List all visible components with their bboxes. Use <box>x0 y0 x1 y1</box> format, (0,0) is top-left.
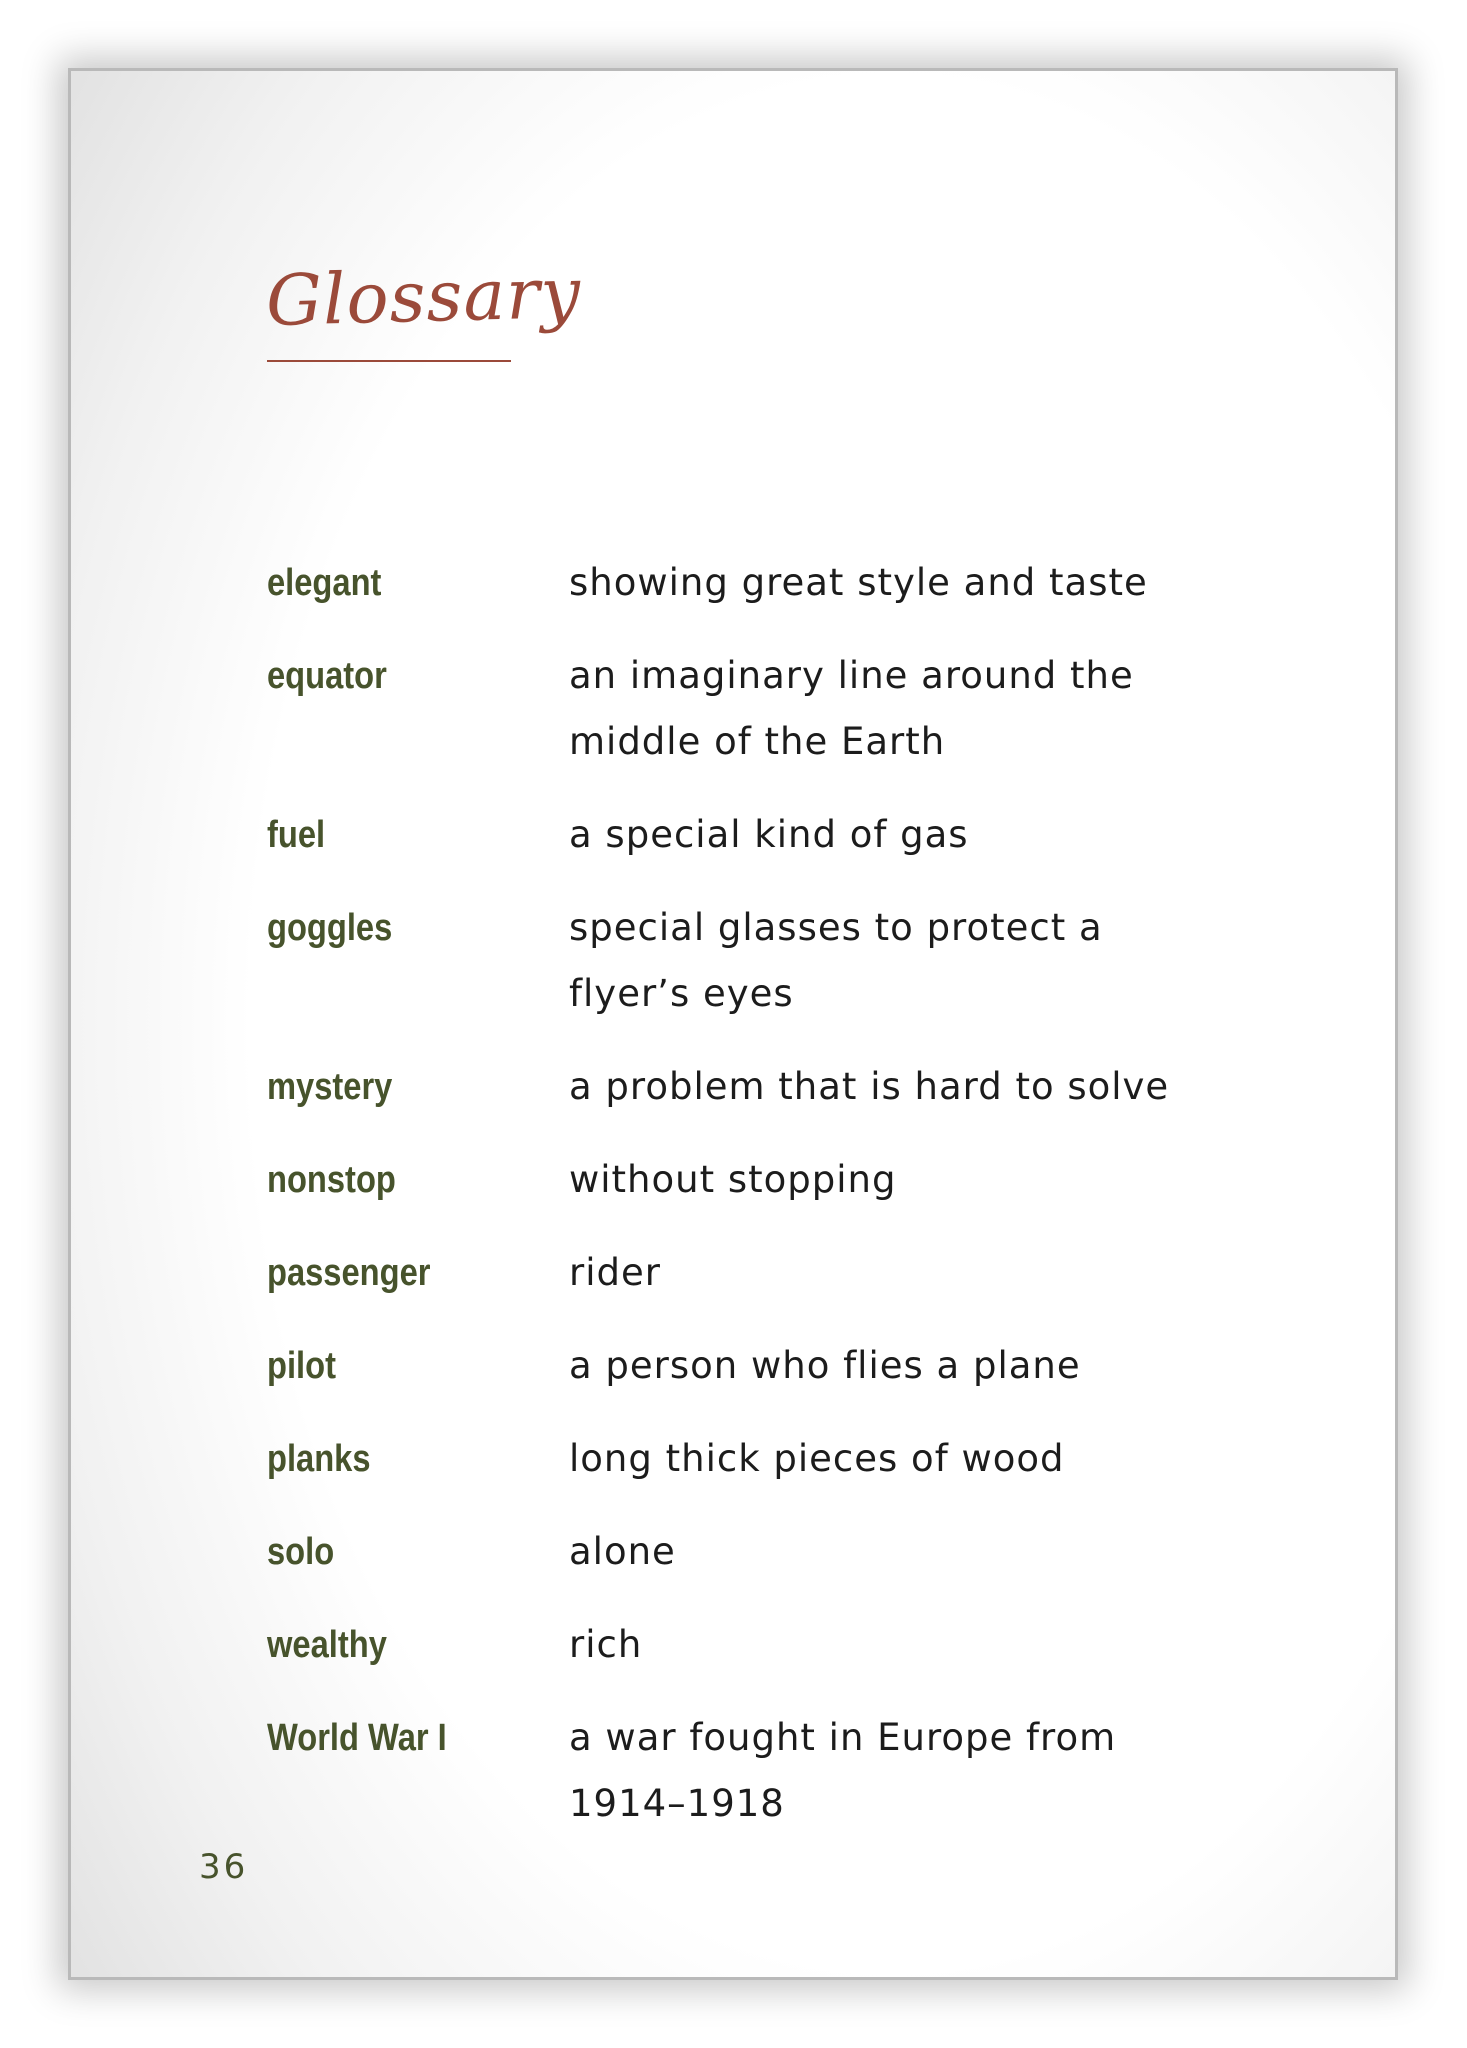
glossary-entry <box>267 1334 1267 1399</box>
glossary-entry <box>267 1613 1267 1678</box>
glossary-term: solo <box>267 1531 335 1573</box>
glossary-definition: a war fought in Europe from 1914–1918 <box>569 1716 1117 1825</box>
glossary-definition: special glasses to protect a flyer’s eyes <box>569 906 1103 1015</box>
book-page <box>68 68 1398 1980</box>
glossary-term: wealthy <box>267 1624 387 1666</box>
glossary-entry <box>267 1055 1267 1120</box>
glossary-term: mystery <box>267 1066 393 1108</box>
glossary-entry <box>267 1148 1267 1213</box>
glossary-definition: an imaginary line around the middle of the Earth <box>569 654 1134 763</box>
glossary-definition: alone <box>569 1530 676 1573</box>
glossary-list <box>267 551 1267 1865</box>
glossary-definition: rich <box>569 1623 643 1666</box>
glossary-term: pilot <box>267 1345 336 1387</box>
glossary-definition: long thick pieces of wood <box>569 1437 1065 1480</box>
page-number: 36 <box>199 1847 249 1887</box>
glossary-term: World War I <box>267 1717 447 1759</box>
glossary-definition: showing great style and taste <box>569 561 1148 604</box>
glossary-term: nonstop <box>267 1159 396 1201</box>
glossary-definition: a special kind of gas <box>569 813 969 856</box>
page-title: Glossary <box>265 251 583 342</box>
glossary-entry <box>267 644 1267 775</box>
glossary-term: planks <box>267 1438 371 1480</box>
glossary-definition: without stopping <box>569 1158 897 1201</box>
glossary-term: goggles <box>267 907 393 949</box>
title-underline <box>267 360 511 362</box>
glossary-entry <box>267 551 1267 616</box>
glossary-definition: a problem that is hard to solve <box>569 1065 1170 1108</box>
glossary-entry <box>267 803 1267 868</box>
glossary-entry <box>267 896 1267 1027</box>
glossary-entry <box>267 1241 1267 1306</box>
glossary-term: passenger <box>267 1252 431 1294</box>
glossary-entry <box>267 1427 1267 1492</box>
glossary-term: equator <box>267 655 387 697</box>
glossary-definition: a person who flies a plane <box>569 1344 1081 1387</box>
glossary-entry <box>267 1520 1267 1585</box>
glossary-term: elegant <box>267 562 382 604</box>
glossary-definition: rider <box>569 1251 661 1294</box>
glossary-term: fuel <box>267 814 326 856</box>
glossary-entry <box>267 1706 1267 1837</box>
